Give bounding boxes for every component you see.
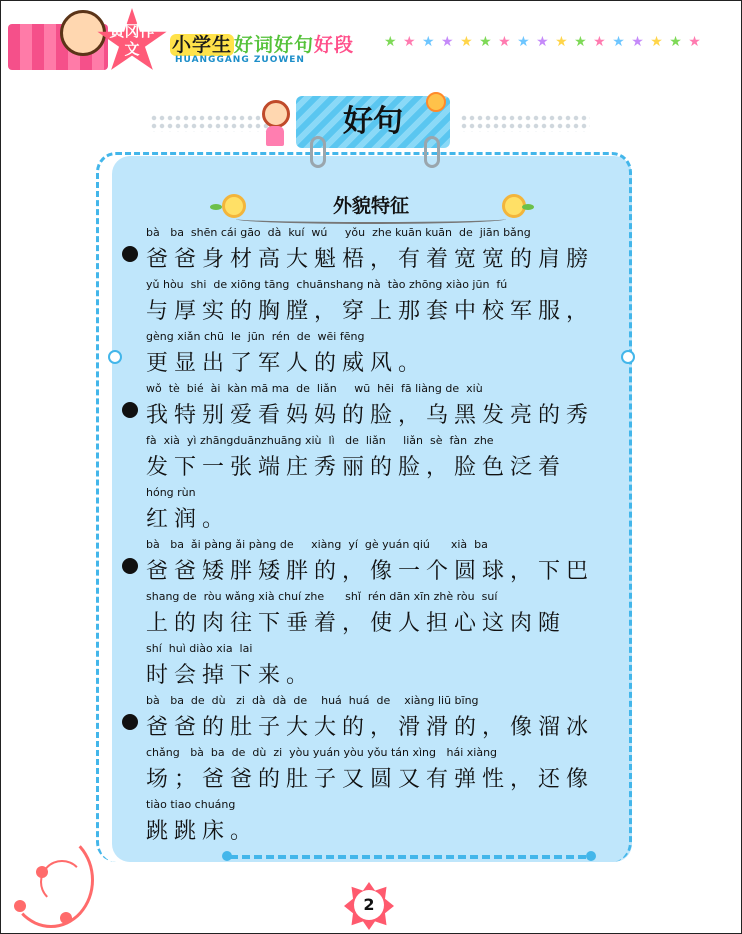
boy-mascot-icon [60,10,106,56]
dots-decoration-right [460,114,590,132]
hanzi-line: 我特别爱看妈妈的脸，乌黑发亮的秀 [146,403,595,428]
hanzi-line: 时会掉下来。 [146,663,315,688]
dash-end-right [586,851,596,861]
sentence-list [120,226,620,850]
hanzi-line: 红润。 [146,507,231,532]
girl-mascot-icon [262,100,290,128]
small-flower-icon [14,900,26,912]
hanzi-line: 发下一张端庄秀丽的脸，脸色泛着 [146,455,567,480]
sub-title: 外貌特征 [332,195,409,217]
page-number: 2 [354,890,384,920]
binder-ring-right [424,136,440,168]
sentence-line [120,486,620,538]
series-pinyin: HUANGGANG ZUOWEN [175,55,305,65]
swirl-decoration-inner [40,860,84,904]
series-title-part2: 好词好句 [234,34,315,56]
pinyin-line: bà ba ǎi pàng ǎi pàng de xiàng yí gè yuán qiú xià ba [146,538,488,551]
sentence-line [120,226,620,278]
sentence-line [120,694,620,746]
panel-bottom-dash [230,855,590,859]
bullet-icon [122,246,138,262]
bullet-icon [122,402,138,418]
panel-dot-right [621,350,635,364]
sentence-line [120,590,620,642]
pinyin-line: bà ba de dù zi dà dà de huá huá de xiàng liū bīng [146,694,479,707]
sentence-line [120,746,620,798]
sentence-line [120,278,620,330]
hanzi-line: 场；爸爸的肚子又圆又有弹性，还像 [146,767,595,792]
sentence-line [120,798,620,850]
hanzi-line: 爸爸身材高大魁梧，有着宽宽的肩膀 [146,247,595,272]
stars-decoration: ★ ★ ★ ★ ★ ★ ★ ★ ★ ★ ★ ★ ★ ★ ★ ★ ★ [384,34,702,50]
sentence-line [120,642,620,694]
pinyin-line: tiào tiao chuáng [146,798,236,811]
hanzi-line: 爸爸矮胖矮胖的，像一个圆球，下巴 [146,559,595,584]
binder-ring-left [310,136,326,168]
dots-decoration-left [150,114,270,132]
pinyin-line: shí huì diào xia lai [146,642,253,655]
sentence-line [120,434,620,486]
pinyin-line: hóng rùn [146,486,196,499]
pinyin-line: shang de ròu wǎng xià chuí zhe shǐ rén dān xīn zhè ròu suí [146,590,498,603]
flower-icon [426,92,446,112]
dash-end-left [222,851,232,861]
bullet-icon [122,558,138,574]
small-flower-icon [60,912,72,924]
series-title-part1: 小学生 [172,34,233,56]
logo-text: 黄冈作文 [109,22,155,58]
girl-mascot-body [266,126,284,146]
pinyin-line: gèng xiǎn chū le jūn rén de wēi fēng [146,330,365,343]
hanzi-line: 与厚实的胸膛，穿上那套中校军服， [146,299,595,324]
pinyin-line: yǔ hòu shi de xiōng tāng chuānshang nà tào zhōng xiào jūn fú [146,278,508,291]
sentence-line [120,382,620,434]
section-title: 好句 [343,104,403,139]
pinyin-line: chǎng bà ba de dù zi yòu yuán yòu yǒu tán xìng hái xiàng [146,746,498,759]
sentence-line [120,330,620,382]
series-title [170,30,354,57]
hanzi-line: 爸爸的肚子大大的，滑滑的，像溜冰 [146,715,595,740]
small-flower-icon [36,866,48,878]
hanzi-line: 跳跳床。 [146,819,259,844]
bullet-icon [122,714,138,730]
pinyin-line: fà xià yì zhāngduānzhuāng xiù lì de liǎn liǎn sè fàn zhe [146,434,494,447]
sentence-line [120,538,620,590]
pinyin-line: bà ba shēn cái gāo dà kuí wú yǒu zhe kuān kuān de jiān bǎng [146,226,531,239]
pinyin-line: wǒ tè bié ài kàn mā ma de liǎn wū hēi fā liàng de xiù [146,382,483,395]
hanzi-line: 更显出了军人的威风。 [146,351,427,376]
hanzi-line: 上的肉往下垂着，使人担心这肉随 [146,611,567,636]
series-title-part3: 好段 [314,34,355,56]
